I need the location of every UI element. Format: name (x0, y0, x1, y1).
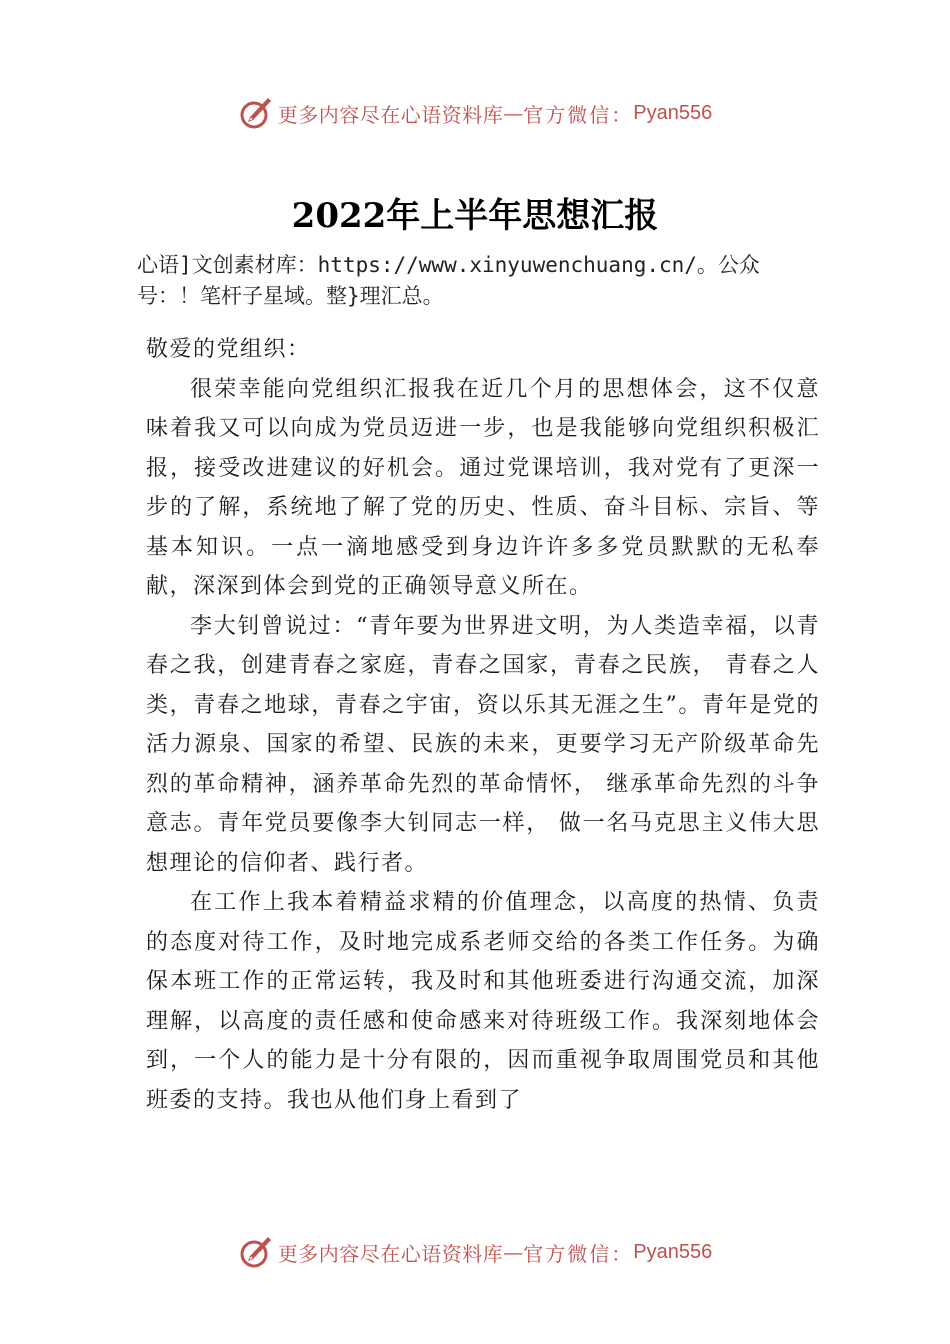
header-banner (0, 93, 950, 133)
paragraph: 在工作上我本着精益求精的价值理念，以高度的热情、负责的态度对待工作，及时地完成系老师交给的各类工作任务。为确保本班工作的正常运转，我及时和其他班委进行沟通交流，加深理解，以高度的责任感和使命感来对待班级工作。我深刻地体会到，一个人的能力是十分有限的，因而重视争取周围党员和其他班委的支持。我也从他们身上看到了 (146, 890, 820, 1113)
banner-wechat-label: 官方微信： (523, 1241, 634, 1266)
source-note: 心语]文创素材库：https://www.xinyuwenchuang.cn/。公众号：！笔杆子星域。整}理汇总。 (137, 253, 760, 308)
banner-main-text: 更多内容尽在心语资料库 (277, 1241, 504, 1266)
pen-nib-circle-icon (238, 1234, 274, 1270)
banner-main-text: 更多内容尽在心语资料库 (277, 102, 504, 127)
banner-separator: — (503, 1240, 524, 1264)
paragraph: 很荣幸能向党组织汇报我在近几个月的思想体会，这不仅意味着我又可以向成为党员迈进一步，也是我能够向党组织积极汇报，接受改进建议的好机会。通过党课培训，我对党有了更深一步的了解，系统地了解了党的历史、性质、奋斗目标、宗旨、等基本知识。一点一滴地感受到身边许许多多党员默默的无私奉献，深深到体会到党的正确领导意义所在。 (146, 376, 820, 599)
banner-wechat-id: Pyan556 (633, 1240, 713, 1263)
paragraph: 李大钊曾说过：“青年要为世界进文明，为人类造幸福，以青春之我，创建青春之家庭，青春之国家，青春之民族， 青春之人类，青春之地球，青春之宇宙，资以乐其无涯之生”。青年是党的活力源泉、国家的希望、民族的未来，更要学习无产阶级革命先烈的革命精神，涵养革命先烈的革命情怀， 继承革命先烈的斗争意志。青年党员要像李大钊同志一样， 做一名马克思主义伟大思想理论的信仰者、践行者。 (146, 613, 820, 876)
pen-nib-circle-icon (238, 95, 274, 131)
banner-separator: — (503, 101, 524, 125)
banner-wechat-label: 官方微信： (523, 102, 634, 127)
salutation: 敬爱的党组织： (146, 337, 311, 362)
banner-wechat-id: Pyan556 (633, 101, 713, 124)
document-title: 2022年上半年思想汇报 (291, 196, 659, 236)
document-body (146, 330, 820, 1120)
footer-banner (0, 1232, 950, 1272)
